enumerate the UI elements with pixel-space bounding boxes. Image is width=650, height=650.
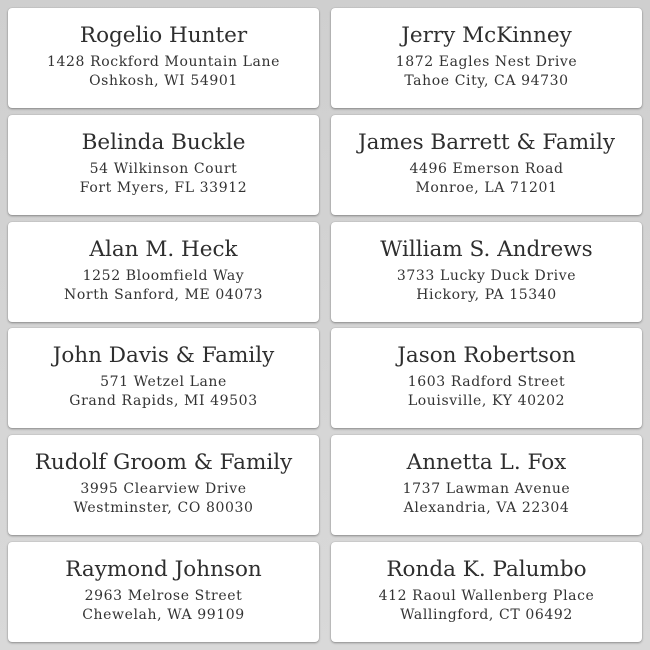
- street-address: 2963 Melrose Street: [84, 587, 243, 604]
- street-address: 1603 Radford Street: [407, 374, 566, 391]
- address-label[interactable]: [8, 115, 319, 215]
- address-label[interactable]: [331, 8, 642, 108]
- address-label[interactable]: [8, 8, 319, 108]
- address-label[interactable]: [331, 435, 642, 535]
- address-label[interactable]: [8, 222, 319, 322]
- city-state-zip: Wallingford, CT 06492: [400, 606, 573, 623]
- street-address: 1428 Rockford Mountain Lane: [47, 54, 280, 70]
- street-address: 3733 Lucky Duck Drive: [396, 267, 577, 284]
- street-address: 412 Raoul Wallenberg Place: [378, 587, 595, 604]
- recipient-name: John Davis & Family: [52, 343, 275, 369]
- recipient-name: Raymond Johnson: [65, 556, 262, 582]
- city-state-zip: Oshkosh, WI 54901: [89, 73, 238, 89]
- recipient-name: Rogelio Hunter: [79, 23, 248, 48]
- label-grid: [8, 8, 642, 642]
- street-address: 1737 Lawman Avenue: [402, 481, 571, 498]
- recipient-name: James Barrett & Family: [358, 129, 615, 155]
- city-state-zip: Grand Rapids, MI 49503: [69, 393, 258, 410]
- recipient-name: Rudolf Groom & Family: [34, 450, 293, 476]
- recipient-name: Belinda Buckle: [81, 129, 246, 155]
- street-address: 3995 Clearview Drive: [80, 481, 247, 498]
- address-label[interactable]: [8, 328, 319, 428]
- city-state-zip: Westminster, CO 80030: [73, 500, 254, 517]
- city-state-zip: Louisville, KY 40202: [407, 393, 566, 410]
- street-address: 54 Wilkinson Court: [89, 160, 238, 177]
- address-label[interactable]: [331, 328, 642, 428]
- street-address: 1872 Eagles Nest Drive: [395, 54, 578, 70]
- city-state-zip: Tahoe City, CA 94730: [404, 73, 569, 89]
- city-state-zip: Chewelah, WA 99109: [82, 606, 245, 623]
- recipient-name: Alan M. Heck: [89, 236, 238, 262]
- city-state-zip: Alexandria, VA 22304: [403, 500, 570, 517]
- address-label[interactable]: [8, 435, 319, 535]
- city-state-zip: North Sanford, ME 04073: [64, 286, 263, 303]
- street-address: 4496 Emerson Road: [409, 160, 564, 177]
- address-label[interactable]: [331, 115, 642, 215]
- street-address: 1252 Bloomfield Way: [82, 267, 245, 284]
- address-label[interactable]: [331, 542, 642, 642]
- address-label[interactable]: [8, 542, 319, 642]
- city-state-zip: Monroe, LA 71201: [415, 179, 558, 196]
- recipient-name: William S. Andrews: [380, 236, 593, 262]
- recipient-name: Jason Robertson: [397, 343, 576, 369]
- street-address: 571 Wetzel Lane: [100, 374, 227, 391]
- address-label[interactable]: [331, 222, 642, 322]
- city-state-zip: Hickory, PA 15340: [416, 286, 557, 303]
- recipient-name: Annetta L. Fox: [406, 450, 567, 476]
- city-state-zip: Fort Myers, FL 33912: [79, 179, 248, 196]
- recipient-name: Jerry McKinney: [401, 23, 572, 48]
- recipient-name: Ronda K. Palumbo: [386, 556, 587, 582]
